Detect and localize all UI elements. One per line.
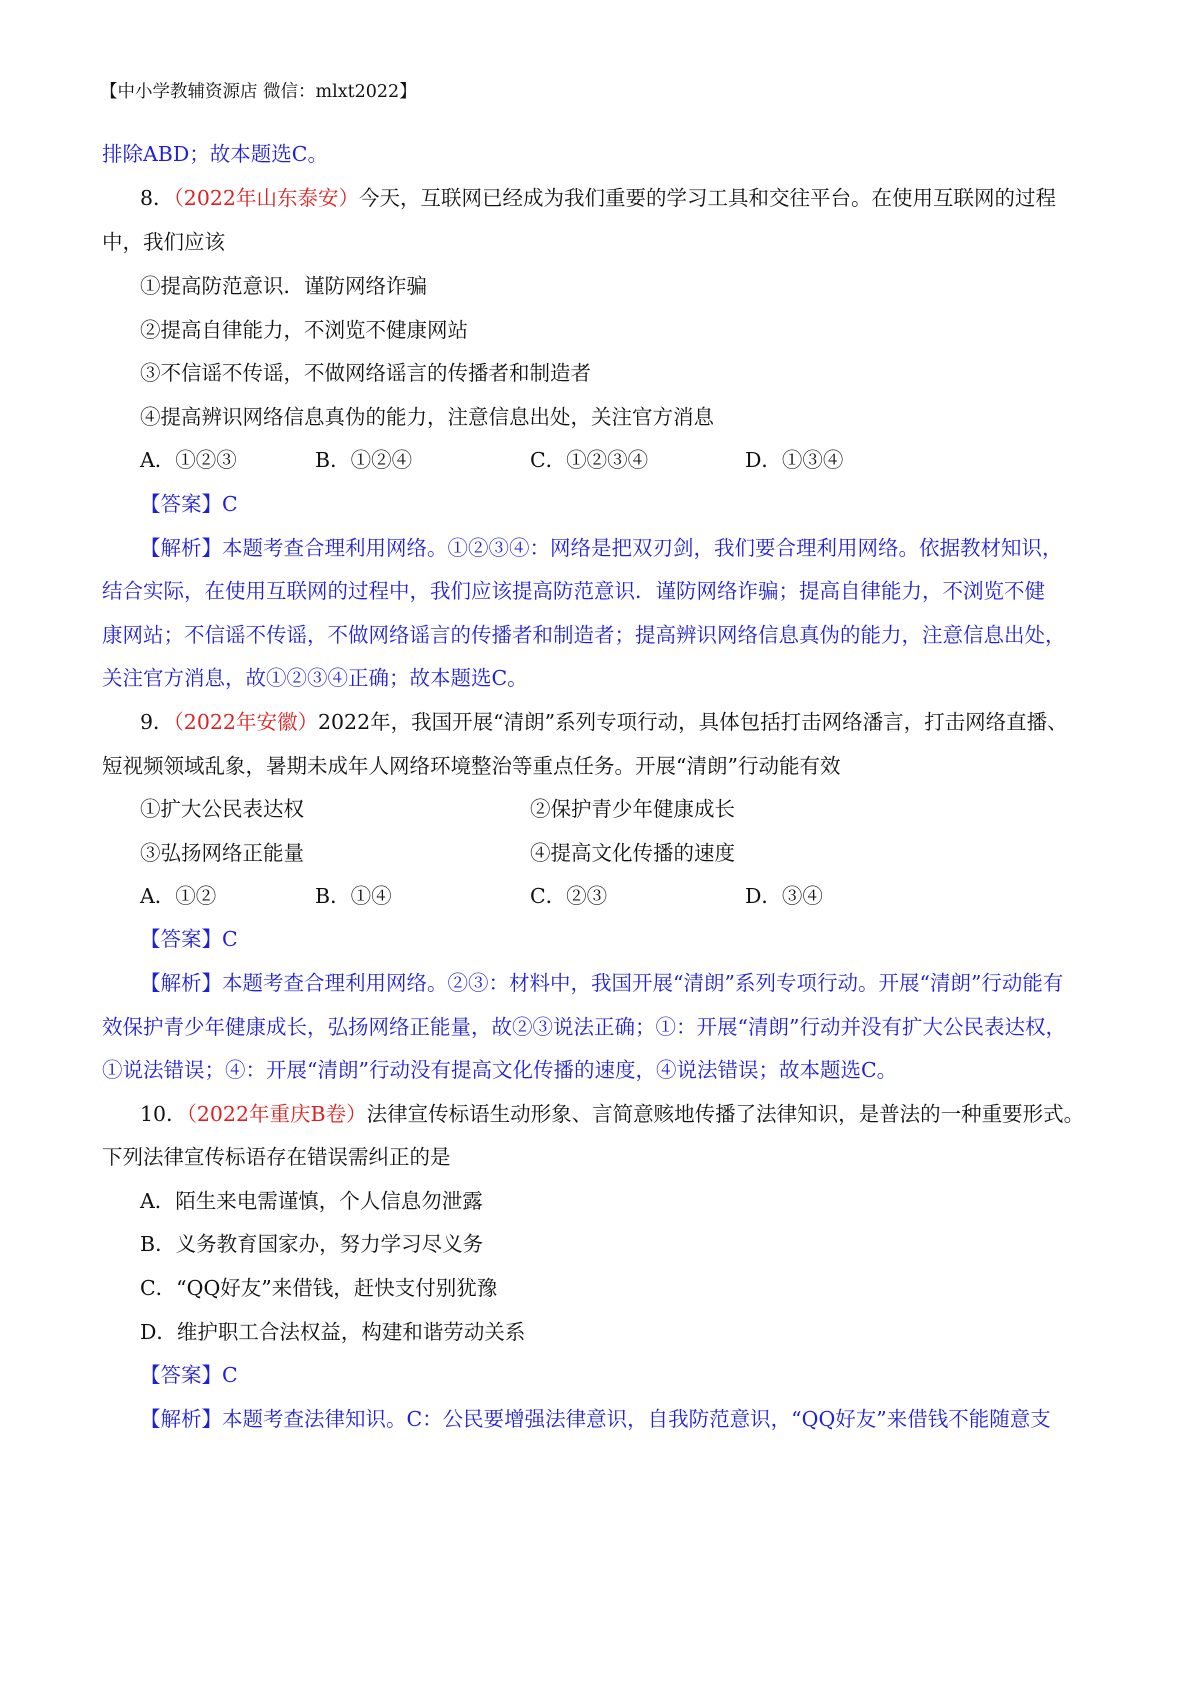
question-8-explanation-line-4: 关注官方消息，故①②③④正确；故本题选C。 (102, 666, 528, 690)
question-10-stem-line-2: 下列法律宣传标语存在错误需纠正的是 (102, 1145, 451, 1169)
question-8-explanation-line-1: 【解析】本题考查合理利用网络。①②③④：网络是把双刃剑，我们要合理利用网络。依据教材知识， (140, 536, 1063, 560)
question-10-option-a: A．陌生来电需谨慎，个人信息勿泄露 (140, 1189, 483, 1213)
question-10-answer: 【答案】C (140, 1363, 238, 1387)
question-text: 2022年，我国开展“清朗”系列专项行动，具体包括打击网络潘言，打击网络直播、 (317, 710, 1068, 734)
question-8-statement-1: ①提高防范意识．谨防网络诈骗 (140, 274, 427, 298)
question-8-statement-2: ②提高自律能力，不浏览不健康网站 (140, 318, 468, 342)
question-number: 8． (140, 186, 174, 210)
question-source: （2022年山东泰安） (173, 186, 359, 210)
question-10-explanation-line-1: 【解析】本题考查法律知识。C：公民要增强法律意识，自我防范意识，“QQ好友”来借钱不能随意支 (140, 1407, 1051, 1431)
question-number: 10． (140, 1102, 187, 1126)
question-9-explanation-line-1: 【解析】本题考查合理利用网络。②③：材料中，我国开展“清朗”系列专项行动。开展“清朗”行动能有 (140, 971, 1064, 995)
question-9-explanation-line-2: 效保护青少年健康成长，弘扬网络正能量，故②③说法正确；①：开展“清朗”行动并没有扩大公民表达权， (102, 1015, 1066, 1039)
option-b: B．①②④ (315, 448, 413, 472)
option-c: C．②③ (530, 884, 608, 908)
statement-4: ④提高文化传播的速度 (530, 841, 735, 865)
question-9-stem-line-2: 短视频领域乱象，暑期未成年人网络环境整治等重点任务。开展“清朗”行动能有效 (102, 754, 841, 778)
option-a: A．①②③ (140, 448, 237, 472)
option-d: D．①③④ (745, 448, 844, 472)
question-text: 今天，互联网已经成为我们重要的学习工具和交往平台。在使用互联网的过程 (358, 186, 1056, 210)
question-8-statement-4: ④提高辨识网络信息真伪的能力，注意信息出处，关注官方消息 (140, 405, 714, 429)
option-c: C．①②③④ (530, 448, 649, 472)
option-b: B．①④ (315, 884, 392, 908)
question-number: 9． (140, 710, 174, 734)
question-10-option-b: B．义务教育国家办，努力学习尽义务 (140, 1232, 484, 1256)
question-9-stem-line-1 (140, 708, 1068, 736)
question-9-explanation-line-3: ①说法错误；④：开展“清朗”行动没有提高文化传播的速度，④说法错误；故本题选C。 (102, 1058, 898, 1082)
statement-1: ①扩大公民表达权 (140, 797, 304, 821)
question-10-stem-line-1 (140, 1100, 1084, 1128)
question-8-explanation-line-2: 结合实际，在使用互联网的过程中，我们应该提高防范意识．谨防网络诈骗；提高自律能力，不浏览不健 (102, 579, 1045, 603)
question-8-statement-3: ③不信谣不传谣，不做网络谣言的传播者和制造者 (140, 361, 591, 385)
statement-2: ②保护青少年健康成长 (530, 797, 735, 821)
question-text: 法律宣传标语生动形象、言简意赅地传播了法律知识，是普法的一种重要形式。 (366, 1102, 1085, 1126)
question-10-option-d: D．维护职工合法权益，构建和谐劳动关系 (140, 1320, 526, 1344)
question-8-stem-line-1 (140, 184, 1056, 212)
page-header: 【中小学教辅资源店 微信：mlxt2022】 (100, 82, 417, 102)
question-10-option-c: C．“QQ好友”来借钱，赶快支付别犹豫 (140, 1276, 498, 1300)
option-a: A．①② (140, 884, 217, 908)
question-8-answer: 【答案】C (140, 492, 238, 516)
question-8-stem-line-2: 中，我们应该 (102, 230, 225, 254)
question-9-answer: 【答案】C (140, 927, 238, 951)
question-source: （2022年重庆B卷） (186, 1102, 367, 1126)
statement-3: ③弘扬网络正能量 (140, 841, 304, 865)
question-8-explanation-line-3: 康网站；不信谣不传谣，不做网络谣言的传播者和制造者；提高辨识网络信息真伪的能力，注意信息出处， (102, 623, 1066, 647)
previous-explanation-end: 排除ABD；故本题选C。 (102, 142, 328, 166)
question-source: （2022年安徽） (173, 710, 318, 734)
option-d: D．③④ (745, 884, 823, 908)
